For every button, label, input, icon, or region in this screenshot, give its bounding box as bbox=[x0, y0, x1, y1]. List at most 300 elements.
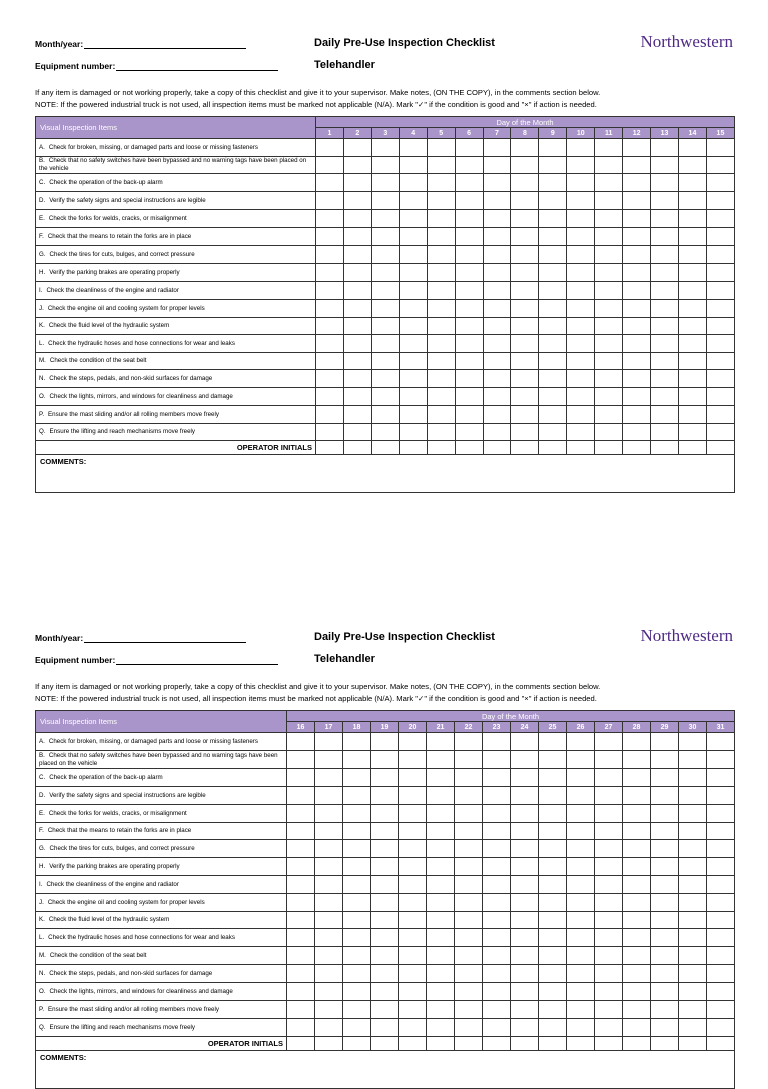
check-cell[interactable] bbox=[315, 840, 343, 858]
check-cell[interactable] bbox=[539, 769, 567, 787]
check-cell[interactable] bbox=[651, 840, 679, 858]
check-cell[interactable] bbox=[623, 388, 651, 406]
check-cell[interactable] bbox=[455, 929, 483, 947]
initials-cell[interactable] bbox=[399, 1037, 427, 1051]
check-cell[interactable] bbox=[399, 823, 427, 840]
check-cell[interactable] bbox=[399, 353, 427, 370]
check-cell[interactable] bbox=[539, 406, 567, 424]
check-cell[interactable] bbox=[287, 894, 315, 912]
check-cell[interactable] bbox=[371, 406, 399, 424]
check-cell[interactable] bbox=[678, 192, 706, 210]
initials-cell[interactable] bbox=[315, 1037, 343, 1051]
initials-cell[interactable] bbox=[371, 1037, 399, 1051]
check-cell[interactable] bbox=[511, 983, 539, 1001]
check-cell[interactable] bbox=[707, 965, 735, 983]
check-cell[interactable] bbox=[455, 858, 483, 876]
check-cell[interactable] bbox=[595, 388, 623, 406]
check-cell[interactable] bbox=[343, 840, 371, 858]
check-cell[interactable] bbox=[455, 300, 483, 318]
check-cell[interactable] bbox=[371, 388, 399, 406]
check-cell[interactable] bbox=[371, 192, 399, 210]
check-cell[interactable] bbox=[315, 858, 343, 876]
check-cell[interactable] bbox=[371, 840, 399, 858]
check-cell[interactable] bbox=[427, 318, 455, 335]
check-cell[interactable] bbox=[651, 733, 679, 751]
check-cell[interactable] bbox=[483, 965, 511, 983]
check-cell[interactable] bbox=[316, 174, 344, 192]
check-cell[interactable] bbox=[595, 282, 623, 300]
check-cell[interactable] bbox=[483, 769, 511, 787]
check-cell[interactable] bbox=[483, 424, 511, 441]
check-cell[interactable] bbox=[679, 1019, 707, 1037]
check-cell[interactable] bbox=[399, 318, 427, 335]
check-cell[interactable] bbox=[483, 787, 511, 805]
check-cell[interactable] bbox=[567, 876, 595, 894]
check-cell[interactable] bbox=[511, 192, 539, 210]
check-cell[interactable] bbox=[343, 264, 371, 282]
check-cell[interactable] bbox=[651, 787, 679, 805]
check-cell[interactable] bbox=[567, 912, 595, 929]
check-cell[interactable] bbox=[427, 406, 455, 424]
check-cell[interactable] bbox=[567, 353, 595, 370]
check-cell[interactable] bbox=[539, 823, 567, 840]
check-cell[interactable] bbox=[567, 733, 595, 751]
check-cell[interactable] bbox=[483, 805, 511, 823]
check-cell[interactable] bbox=[539, 983, 567, 1001]
check-cell[interactable] bbox=[595, 858, 623, 876]
check-cell[interactable] bbox=[399, 733, 427, 751]
check-cell[interactable] bbox=[427, 840, 455, 858]
check-cell[interactable] bbox=[343, 983, 371, 1001]
check-cell[interactable] bbox=[539, 318, 567, 335]
check-cell[interactable] bbox=[707, 1019, 735, 1037]
check-cell[interactable] bbox=[706, 353, 734, 370]
check-cell[interactable] bbox=[595, 210, 623, 228]
check-cell[interactable] bbox=[539, 787, 567, 805]
initials-cell[interactable] bbox=[651, 1037, 679, 1051]
check-cell[interactable] bbox=[483, 1019, 511, 1037]
check-cell[interactable] bbox=[511, 840, 539, 858]
check-cell[interactable] bbox=[399, 388, 427, 406]
check-cell[interactable] bbox=[651, 157, 679, 174]
check-cell[interactable] bbox=[623, 282, 651, 300]
check-cell[interactable] bbox=[511, 388, 539, 406]
check-cell[interactable] bbox=[678, 335, 706, 353]
check-cell[interactable] bbox=[511, 876, 539, 894]
check-cell[interactable] bbox=[567, 406, 595, 424]
check-cell[interactable] bbox=[678, 318, 706, 335]
check-cell[interactable] bbox=[455, 174, 483, 192]
check-cell[interactable] bbox=[315, 787, 343, 805]
check-cell[interactable] bbox=[623, 876, 651, 894]
check-cell[interactable] bbox=[595, 965, 623, 983]
check-cell[interactable] bbox=[455, 139, 483, 157]
check-cell[interactable] bbox=[651, 1001, 679, 1019]
check-cell[interactable] bbox=[623, 1019, 651, 1037]
check-cell[interactable] bbox=[706, 300, 734, 318]
check-cell[interactable] bbox=[595, 174, 623, 192]
check-cell[interactable] bbox=[483, 929, 511, 947]
check-cell[interactable] bbox=[455, 1001, 483, 1019]
check-cell[interactable] bbox=[539, 246, 567, 264]
check-cell[interactable] bbox=[595, 424, 623, 441]
check-cell[interactable] bbox=[316, 300, 344, 318]
check-cell[interactable] bbox=[706, 157, 734, 174]
check-cell[interactable] bbox=[399, 947, 427, 965]
initials-cell[interactable] bbox=[455, 1037, 483, 1051]
check-cell[interactable] bbox=[371, 282, 399, 300]
check-cell[interactable] bbox=[623, 965, 651, 983]
equipment-number-field[interactable] bbox=[35, 655, 278, 665]
check-cell[interactable] bbox=[399, 192, 427, 210]
check-cell[interactable] bbox=[371, 210, 399, 228]
check-cell[interactable] bbox=[371, 965, 399, 983]
initials-cell[interactable] bbox=[706, 441, 734, 455]
check-cell[interactable] bbox=[539, 192, 567, 210]
check-cell[interactable] bbox=[595, 876, 623, 894]
check-cell[interactable] bbox=[567, 823, 595, 840]
check-cell[interactable] bbox=[539, 947, 567, 965]
check-cell[interactable] bbox=[511, 335, 539, 353]
check-cell[interactable] bbox=[483, 370, 511, 388]
check-cell[interactable] bbox=[343, 733, 371, 751]
check-cell[interactable] bbox=[427, 805, 455, 823]
check-cell[interactable] bbox=[287, 840, 315, 858]
check-cell[interactable] bbox=[399, 805, 427, 823]
check-cell[interactable] bbox=[427, 388, 455, 406]
check-cell[interactable] bbox=[483, 1001, 511, 1019]
check-cell[interactable] bbox=[567, 858, 595, 876]
check-cell[interactable] bbox=[343, 1019, 371, 1037]
initials-cell[interactable] bbox=[287, 1037, 315, 1051]
check-cell[interactable] bbox=[455, 335, 483, 353]
check-cell[interactable] bbox=[511, 174, 539, 192]
check-cell[interactable] bbox=[343, 805, 371, 823]
check-cell[interactable] bbox=[595, 947, 623, 965]
check-cell[interactable] bbox=[651, 139, 679, 157]
check-cell[interactable] bbox=[343, 210, 371, 228]
check-cell[interactable] bbox=[595, 370, 623, 388]
check-cell[interactable] bbox=[679, 823, 707, 840]
check-cell[interactable] bbox=[399, 246, 427, 264]
check-cell[interactable] bbox=[623, 805, 651, 823]
check-cell[interactable] bbox=[651, 894, 679, 912]
check-cell[interactable] bbox=[455, 318, 483, 335]
check-cell[interactable] bbox=[539, 1001, 567, 1019]
check-cell[interactable] bbox=[343, 246, 371, 264]
check-cell[interactable] bbox=[287, 1019, 315, 1037]
check-cell[interactable] bbox=[455, 823, 483, 840]
check-cell[interactable] bbox=[595, 228, 623, 246]
check-cell[interactable] bbox=[316, 264, 344, 282]
check-cell[interactable] bbox=[371, 300, 399, 318]
check-cell[interactable] bbox=[483, 983, 511, 1001]
check-cell[interactable] bbox=[399, 983, 427, 1001]
check-cell[interactable] bbox=[511, 210, 539, 228]
check-cell[interactable] bbox=[511, 912, 539, 929]
check-cell[interactable] bbox=[539, 751, 567, 769]
check-cell[interactable] bbox=[483, 157, 511, 174]
check-cell[interactable] bbox=[567, 947, 595, 965]
check-cell[interactable] bbox=[316, 246, 344, 264]
initials-cell[interactable] bbox=[427, 441, 455, 455]
check-cell[interactable] bbox=[427, 947, 455, 965]
check-cell[interactable] bbox=[511, 733, 539, 751]
check-cell[interactable] bbox=[511, 805, 539, 823]
check-cell[interactable] bbox=[455, 1019, 483, 1037]
check-cell[interactable] bbox=[315, 929, 343, 947]
check-cell[interactable] bbox=[595, 823, 623, 840]
check-cell[interactable] bbox=[427, 1001, 455, 1019]
check-cell[interactable] bbox=[455, 370, 483, 388]
check-cell[interactable] bbox=[651, 424, 679, 441]
check-cell[interactable] bbox=[455, 912, 483, 929]
check-cell[interactable] bbox=[371, 751, 399, 769]
check-cell[interactable] bbox=[427, 174, 455, 192]
check-cell[interactable] bbox=[343, 335, 371, 353]
check-cell[interactable] bbox=[706, 228, 734, 246]
initials-cell[interactable] bbox=[343, 441, 371, 455]
check-cell[interactable] bbox=[427, 929, 455, 947]
month-year-field[interactable] bbox=[35, 633, 246, 643]
check-cell[interactable] bbox=[567, 192, 595, 210]
check-cell[interactable] bbox=[483, 823, 511, 840]
check-cell[interactable] bbox=[315, 947, 343, 965]
check-cell[interactable] bbox=[343, 894, 371, 912]
month-year-line[interactable] bbox=[84, 39, 246, 49]
check-cell[interactable] bbox=[399, 965, 427, 983]
check-cell[interactable] bbox=[511, 264, 539, 282]
check-cell[interactable] bbox=[707, 929, 735, 947]
check-cell[interactable] bbox=[623, 300, 651, 318]
check-cell[interactable] bbox=[595, 157, 623, 174]
check-cell[interactable] bbox=[595, 353, 623, 370]
check-cell[interactable] bbox=[651, 406, 679, 424]
check-cell[interactable] bbox=[623, 769, 651, 787]
check-cell[interactable] bbox=[483, 318, 511, 335]
check-cell[interactable] bbox=[706, 406, 734, 424]
check-cell[interactable] bbox=[539, 264, 567, 282]
check-cell[interactable] bbox=[315, 1001, 343, 1019]
check-cell[interactable] bbox=[427, 210, 455, 228]
check-cell[interactable] bbox=[623, 174, 651, 192]
check-cell[interactable] bbox=[511, 751, 539, 769]
check-cell[interactable] bbox=[539, 210, 567, 228]
check-cell[interactable] bbox=[455, 787, 483, 805]
check-cell[interactable] bbox=[511, 1001, 539, 1019]
check-cell[interactable] bbox=[315, 751, 343, 769]
check-cell[interactable] bbox=[371, 1019, 399, 1037]
check-cell[interactable] bbox=[427, 353, 455, 370]
check-cell[interactable] bbox=[567, 805, 595, 823]
check-cell[interactable] bbox=[539, 805, 567, 823]
check-cell[interactable] bbox=[427, 264, 455, 282]
check-cell[interactable] bbox=[595, 1019, 623, 1037]
initials-cell[interactable] bbox=[511, 441, 539, 455]
check-cell[interactable] bbox=[651, 965, 679, 983]
check-cell[interactable] bbox=[399, 751, 427, 769]
check-cell[interactable] bbox=[316, 388, 344, 406]
check-cell[interactable] bbox=[595, 246, 623, 264]
check-cell[interactable] bbox=[483, 139, 511, 157]
check-cell[interactable] bbox=[623, 424, 651, 441]
equipment-number-field[interactable] bbox=[35, 61, 278, 71]
check-cell[interactable] bbox=[427, 300, 455, 318]
check-cell[interactable] bbox=[679, 858, 707, 876]
check-cell[interactable] bbox=[567, 210, 595, 228]
check-cell[interactable] bbox=[371, 228, 399, 246]
check-cell[interactable] bbox=[707, 858, 735, 876]
initials-cell[interactable] bbox=[651, 441, 679, 455]
check-cell[interactable] bbox=[595, 192, 623, 210]
check-cell[interactable] bbox=[651, 318, 679, 335]
check-cell[interactable] bbox=[595, 733, 623, 751]
check-cell[interactable] bbox=[399, 769, 427, 787]
check-cell[interactable] bbox=[623, 840, 651, 858]
check-cell[interactable] bbox=[567, 840, 595, 858]
check-cell[interactable] bbox=[623, 947, 651, 965]
check-cell[interactable] bbox=[483, 912, 511, 929]
check-cell[interactable] bbox=[427, 876, 455, 894]
check-cell[interactable] bbox=[287, 751, 315, 769]
initials-cell[interactable] bbox=[567, 1037, 595, 1051]
check-cell[interactable] bbox=[623, 264, 651, 282]
check-cell[interactable] bbox=[623, 406, 651, 424]
check-cell[interactable] bbox=[427, 157, 455, 174]
check-cell[interactable] bbox=[567, 318, 595, 335]
initials-cell[interactable] bbox=[623, 441, 651, 455]
check-cell[interactable] bbox=[455, 947, 483, 965]
check-cell[interactable] bbox=[511, 894, 539, 912]
check-cell[interactable] bbox=[316, 335, 344, 353]
check-cell[interactable] bbox=[343, 1001, 371, 1019]
check-cell[interactable] bbox=[427, 823, 455, 840]
check-cell[interactable] bbox=[287, 858, 315, 876]
check-cell[interactable] bbox=[706, 388, 734, 406]
check-cell[interactable] bbox=[511, 228, 539, 246]
check-cell[interactable] bbox=[511, 965, 539, 983]
check-cell[interactable] bbox=[287, 876, 315, 894]
check-cell[interactable] bbox=[511, 929, 539, 947]
check-cell[interactable] bbox=[623, 929, 651, 947]
check-cell[interactable] bbox=[399, 264, 427, 282]
check-cell[interactable] bbox=[623, 192, 651, 210]
check-cell[interactable] bbox=[371, 370, 399, 388]
check-cell[interactable] bbox=[707, 769, 735, 787]
check-cell[interactable] bbox=[651, 300, 679, 318]
check-cell[interactable] bbox=[678, 264, 706, 282]
check-cell[interactable] bbox=[539, 157, 567, 174]
check-cell[interactable] bbox=[371, 1001, 399, 1019]
check-cell[interactable] bbox=[371, 787, 399, 805]
check-cell[interactable] bbox=[706, 282, 734, 300]
check-cell[interactable] bbox=[455, 965, 483, 983]
check-cell[interactable] bbox=[455, 876, 483, 894]
check-cell[interactable] bbox=[706, 246, 734, 264]
check-cell[interactable] bbox=[427, 858, 455, 876]
check-cell[interactable] bbox=[427, 335, 455, 353]
check-cell[interactable] bbox=[427, 769, 455, 787]
check-cell[interactable] bbox=[511, 246, 539, 264]
check-cell[interactable] bbox=[567, 335, 595, 353]
check-cell[interactable] bbox=[455, 406, 483, 424]
check-cell[interactable] bbox=[371, 174, 399, 192]
check-cell[interactable] bbox=[511, 139, 539, 157]
check-cell[interactable] bbox=[316, 192, 344, 210]
equipment-number-line[interactable] bbox=[116, 655, 278, 665]
check-cell[interactable] bbox=[511, 823, 539, 840]
check-cell[interactable] bbox=[315, 733, 343, 751]
check-cell[interactable] bbox=[399, 228, 427, 246]
check-cell[interactable] bbox=[623, 894, 651, 912]
check-cell[interactable] bbox=[371, 733, 399, 751]
check-cell[interactable] bbox=[511, 318, 539, 335]
check-cell[interactable] bbox=[707, 894, 735, 912]
check-cell[interactable] bbox=[315, 1019, 343, 1037]
check-cell[interactable] bbox=[539, 388, 567, 406]
check-cell[interactable] bbox=[483, 876, 511, 894]
check-cell[interactable] bbox=[371, 424, 399, 441]
check-cell[interactable] bbox=[483, 840, 511, 858]
check-cell[interactable] bbox=[651, 353, 679, 370]
check-cell[interactable] bbox=[707, 840, 735, 858]
check-cell[interactable] bbox=[651, 264, 679, 282]
check-cell[interactable] bbox=[399, 840, 427, 858]
initials-cell[interactable] bbox=[539, 1037, 567, 1051]
check-cell[interactable] bbox=[595, 751, 623, 769]
check-cell[interactable] bbox=[595, 912, 623, 929]
initials-cell[interactable] bbox=[371, 441, 399, 455]
check-cell[interactable] bbox=[567, 282, 595, 300]
check-cell[interactable] bbox=[706, 424, 734, 441]
check-cell[interactable] bbox=[651, 210, 679, 228]
check-cell[interactable] bbox=[707, 876, 735, 894]
check-cell[interactable] bbox=[483, 947, 511, 965]
check-cell[interactable] bbox=[567, 388, 595, 406]
check-cell[interactable] bbox=[623, 353, 651, 370]
check-cell[interactable] bbox=[427, 228, 455, 246]
initials-cell[interactable] bbox=[343, 1037, 371, 1051]
check-cell[interactable] bbox=[371, 139, 399, 157]
check-cell[interactable] bbox=[651, 246, 679, 264]
check-cell[interactable] bbox=[399, 787, 427, 805]
check-cell[interactable] bbox=[287, 912, 315, 929]
check-cell[interactable] bbox=[567, 751, 595, 769]
check-cell[interactable] bbox=[678, 246, 706, 264]
check-cell[interactable] bbox=[539, 300, 567, 318]
check-cell[interactable] bbox=[595, 787, 623, 805]
check-cell[interactable] bbox=[427, 787, 455, 805]
check-cell[interactable] bbox=[678, 282, 706, 300]
check-cell[interactable] bbox=[651, 388, 679, 406]
check-cell[interactable] bbox=[567, 1019, 595, 1037]
check-cell[interactable] bbox=[287, 787, 315, 805]
check-cell[interactable] bbox=[679, 805, 707, 823]
check-cell[interactable] bbox=[316, 370, 344, 388]
check-cell[interactable] bbox=[511, 157, 539, 174]
check-cell[interactable] bbox=[623, 318, 651, 335]
check-cell[interactable] bbox=[371, 805, 399, 823]
check-cell[interactable] bbox=[511, 300, 539, 318]
check-cell[interactable] bbox=[623, 823, 651, 840]
check-cell[interactable] bbox=[511, 1019, 539, 1037]
check-cell[interactable] bbox=[567, 370, 595, 388]
check-cell[interactable] bbox=[567, 157, 595, 174]
check-cell[interactable] bbox=[343, 406, 371, 424]
check-cell[interactable] bbox=[595, 929, 623, 947]
check-cell[interactable] bbox=[707, 787, 735, 805]
initials-cell[interactable] bbox=[483, 441, 511, 455]
